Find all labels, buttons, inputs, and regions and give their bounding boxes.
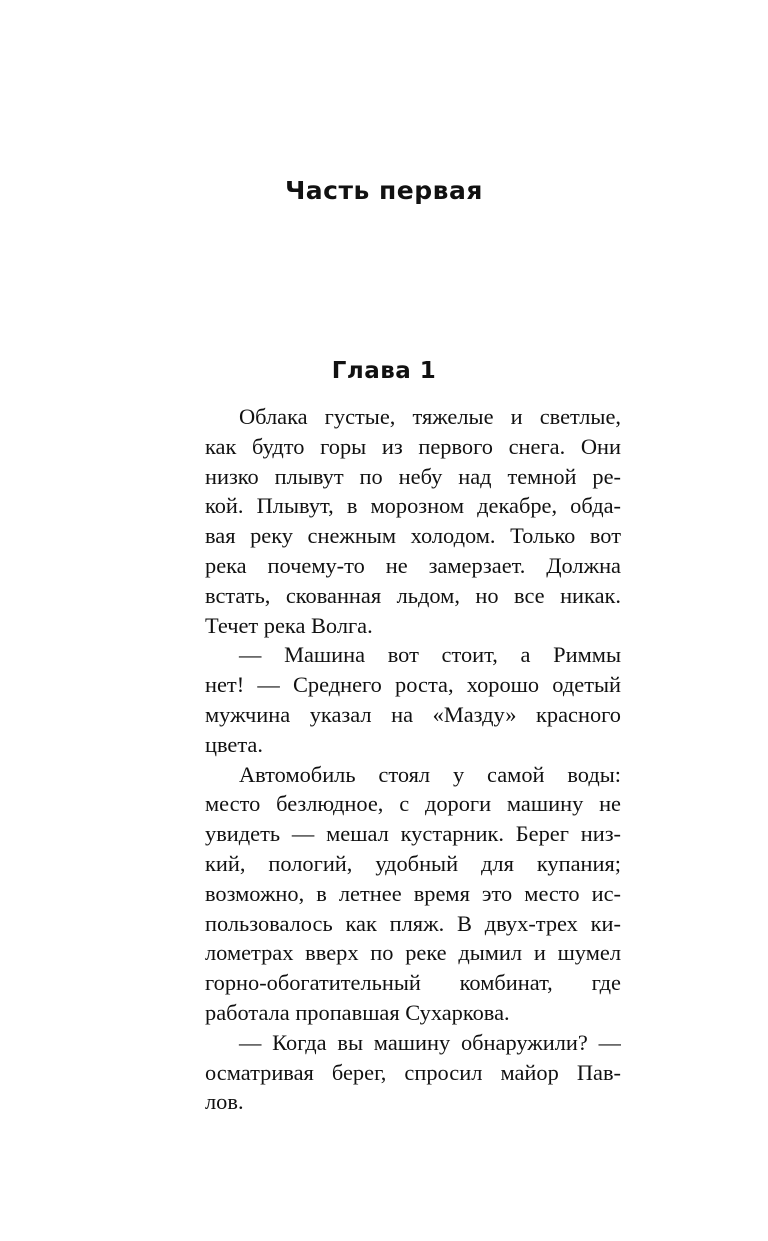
text-line: мужчина указал на «Мазду» красного — [205, 701, 621, 727]
text-line: горно-обогатительный комбинат, где — [205, 970, 621, 996]
part-title: Часть первая — [285, 176, 483, 205]
text-line: как будто горы из первого снега. Они — [205, 433, 621, 459]
text-line: цвета. — [205, 731, 263, 757]
text-line: место безлюдное, с дороги машину не — [205, 791, 621, 817]
paragraph — [205, 760, 621, 1028]
text-line: возможно, в летнее время это место ис- — [205, 880, 621, 906]
text-line: встать, скованная льдом, но все никак. — [205, 582, 621, 608]
text-line: Течет река Волга. — [205, 612, 373, 638]
paragraph — [205, 1028, 621, 1117]
text-line: увидеть — мешал кустарник. Берег низ- — [205, 821, 621, 847]
paragraph — [205, 640, 621, 759]
text-line: кий, пологий, удобный для купания; — [205, 850, 621, 876]
text-line: вая реку снежным холодом. Только вот — [205, 523, 621, 549]
text-line: нет! — Среднего роста, хорошо одетый — [205, 672, 621, 698]
text-line: работала пропавшая Сухаркова. — [205, 999, 510, 1025]
text-line: низко плывут по небу над темной ре- — [205, 463, 621, 489]
text-line: пользовалось как пляж. В двух-трех ки- — [205, 910, 621, 936]
chapter-body — [205, 402, 621, 1117]
text-line: — Когда вы машину обнаружили? — — [239, 1029, 621, 1055]
text-line: кой. Плывут, в морозном декабре, обда- — [205, 493, 621, 519]
text-line: осматривая берег, спросил майор Пав- — [205, 1059, 621, 1085]
text-line: — Машина вот стоит, а Риммы — [239, 642, 621, 668]
text-line: река почему-то не замерзает. Должна — [205, 552, 621, 578]
text-line: Облака густые, тяжелые и светлые, — [239, 404, 621, 429]
paragraph — [205, 402, 621, 640]
chapter-title: Глава 1 — [331, 358, 437, 384]
text-line: Автомобиль стоял у самой воды: — [239, 761, 621, 787]
text-line: лометрах вверх по реке дымил и шумел — [205, 940, 621, 966]
text-line: лов. — [205, 1089, 244, 1115]
